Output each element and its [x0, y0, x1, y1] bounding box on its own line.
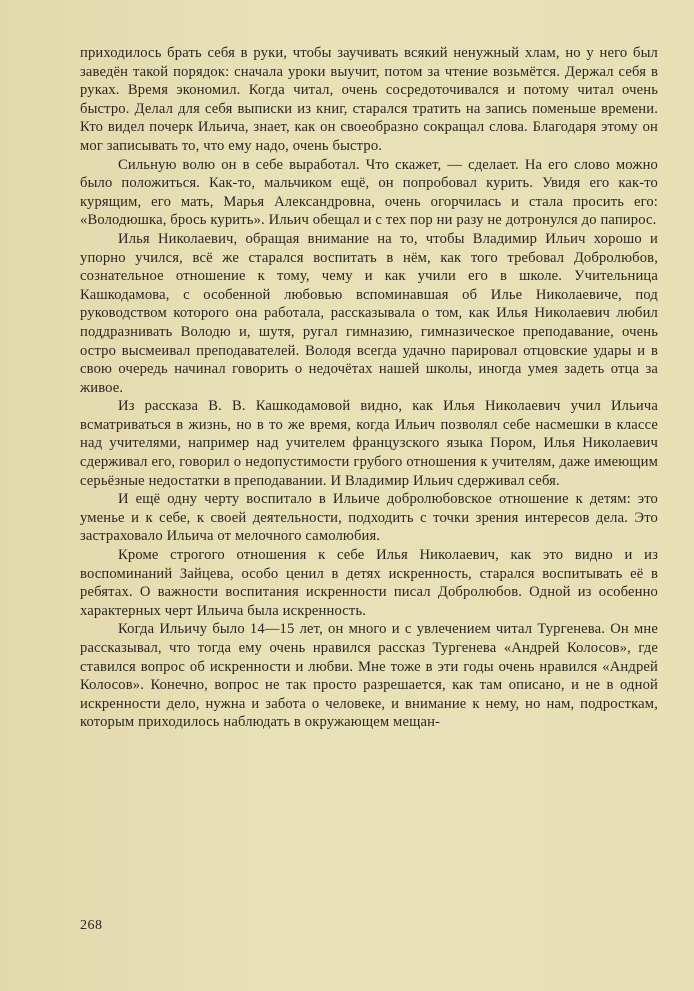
paragraph-continued: приходилось брать себя в руки, чтобы заучивать всякий ненужный хлам, но у него был заведён такой порядок: сначала уроки выучит, потом за чтение возьмётся. Держал себя в руках. Время экономил. Когда читал, очень сосредоточивался и потому читал очень быстро. Делал для себя выписки из книг, старался тратить на запись поменьше времени. Кто видел почерк Ильича, знает, как он своеобразно сокращал слова. Благодаря этому он мог записывать то, что ему надо, очень быстро. [80, 45, 658, 154]
paragraph: И ещё одну черту воспитало в Ильиче добролюбовское отношение к детям: это уменье и к себе, к своей деятельности, подходить с точки зрения интересов дела. Это застраховало Ильича от мелочного самолюбия. [80, 491, 658, 545]
page-number: 268 [80, 918, 103, 933]
paragraph: Из рассказа В. В. Кашкодамовой видно, как Илья Николаевич учил Ильича всматриваться в жизнь, но в то же время, когда Ильич позволял себе насмешки в классе над учителями, например над учителем французского языка Пором, Илья Николаевич сдерживал его, говорил о недопустимости грубого отношения к учителям, даже имеющим серьёзные недостатки в преподавании. И Владимир Ильич сдерживал себя. [80, 398, 658, 489]
page-text [80, 44, 658, 732]
paragraph: Илья Николаевич, обращая внимание на то, чтобы Владимир Ильич хорошо и упорно учился, всё же старался воспитать в нём, как того требовал Добролюбов, сознательное отношение к тому, чему и как учили его в школе. Учительница Кашкодамова, с особенной любовью вспоминавшая об Илье Николаевиче, под руководством которого она работала, рассказывала о том, как Илья Николаевич любил поддразнивать Володю и, шутя, ругал гимназию, гимназическое преподавание, очень остро высмеивал преподавателей. Володя всегда удачно парировал отцовские удары и в свою очередь начинал говорить о недочётах нашей школы, иногда умея задеть отца за живое. [80, 230, 658, 396]
paragraph: Кроме строгого отношения к себе Илья Николаевич, как это видно и из воспоминаний Зайцева, особо ценил в детях искренность, старался воспитывать её в ребятах. О важности воспитания искренности писал Добролюбов. Одной из особенно характерных черт Ильича была искренность. [80, 547, 658, 619]
paragraph: Сильную волю он в себе выработал. Что скажет, — сделает. На его слово можно было положиться. Как-то, мальчиком ещё, он попробовал курить. Увидя его как-то курящим, его мать, Марья Александровна, очень огорчилась и стала просить его: «Володюшка, брось курить». Ильич обещал и с тех пор ни разу не дотронулся до папирос. [80, 156, 658, 229]
paragraph: Когда Ильичу было 14—15 лет, он много и с увлечением читал Тургенева. Он мне рассказывал, что тогда ему очень нравился рассказ Тургенева «Андрей Колосов», где ставился вопрос об искренности и любви. Мне тоже в эти годы очень нравился «Андрей Колосов». Конечно, вопрос не так просто разрешается, как там описано, и не в одной искренности дело, нужна и забота о человеке, и внимание к нему, но нам, подросткам, которым приходилось наблюдать в окружающем мещан- [80, 621, 658, 731]
